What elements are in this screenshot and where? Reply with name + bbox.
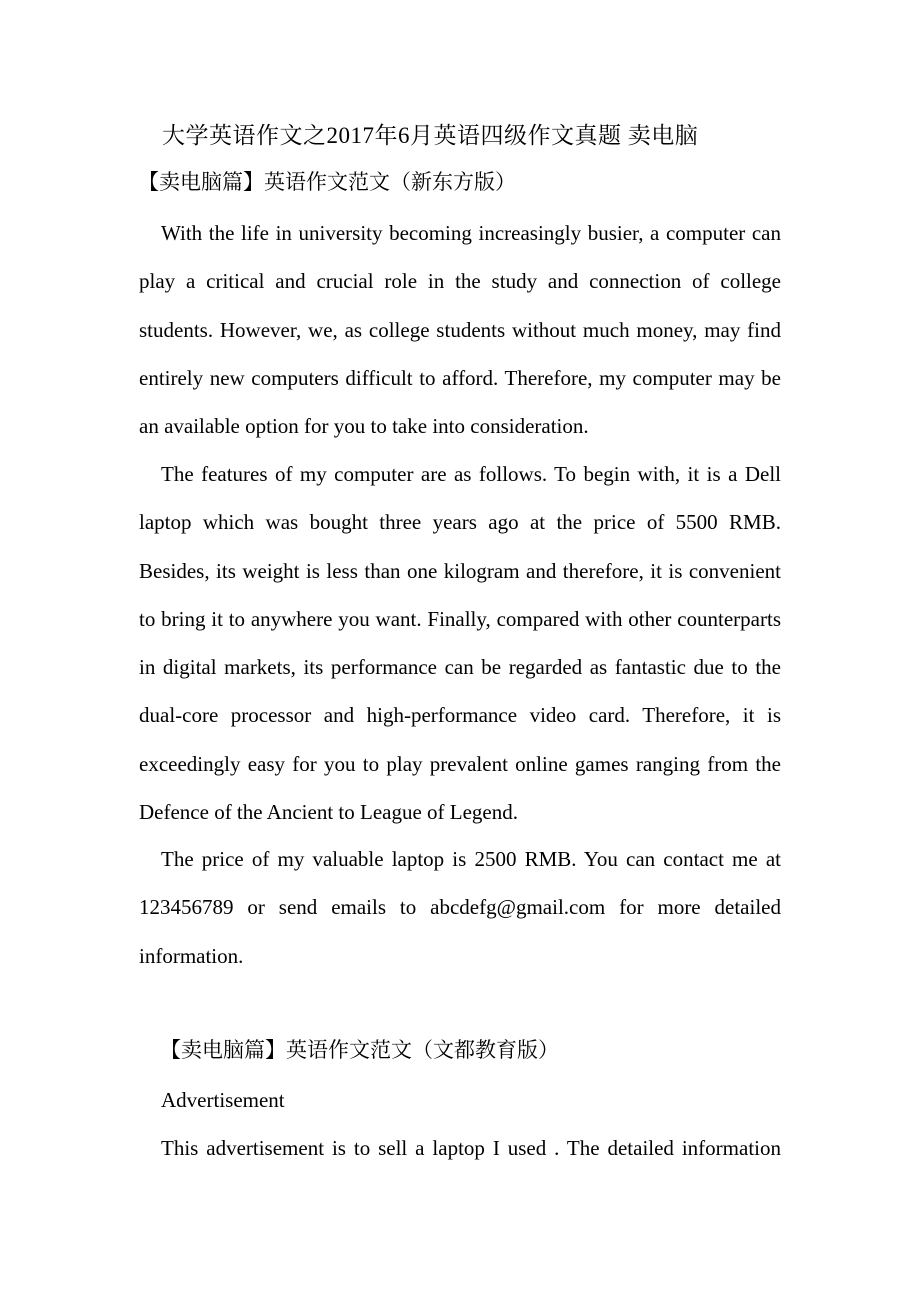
paragraph-intro: With the life in university becoming increasingly busier, a computer can play a critical and crucial role in the study and connection of college students. However, we, as college students without much money, may find entirely new computers difficult to afford. Therefore, my computer may be an available option for you to take into consideration.: [139, 221, 781, 439]
advertisement-text: This advertisement is to sell a laptop I used . The detailed information: [161, 1136, 781, 1160]
paragraph-price-contact: The price of my valuable laptop is 2500 RMB. You can contact me at 123456789 or send emails to abcdefg@gmail.com for more detailed information.: [139, 847, 781, 968]
advertisement-label: Advertisement: [161, 1088, 285, 1112]
section-heading-wendu: 【卖电脑篇】英语作文范文（文都教育版）: [160, 1038, 559, 1062]
document-title: 大学英语作文之2017年6月英语四级作文真题 卖电脑: [162, 123, 699, 148]
section-heading-xdf: 【卖电脑篇】英语作文范文（新东方版）: [138, 170, 516, 194]
paragraph-features: The features of my computer are as follows. To begin with, it is a Dell laptop which was bought three years ago at the price of 5500 RMB. Besides, its weight is less than one kilogram and therefore, it is convenient to bring it to anywhere you want. Finally, compared with other counterparts in digital markets, its performance can be regarded as fantastic due to the dual-core processor and high-performance video card. Therefore, it is exceedingly easy for you to play prevalent online games ranging from the Defence of the Ancient to League of Legend.: [139, 462, 781, 825]
